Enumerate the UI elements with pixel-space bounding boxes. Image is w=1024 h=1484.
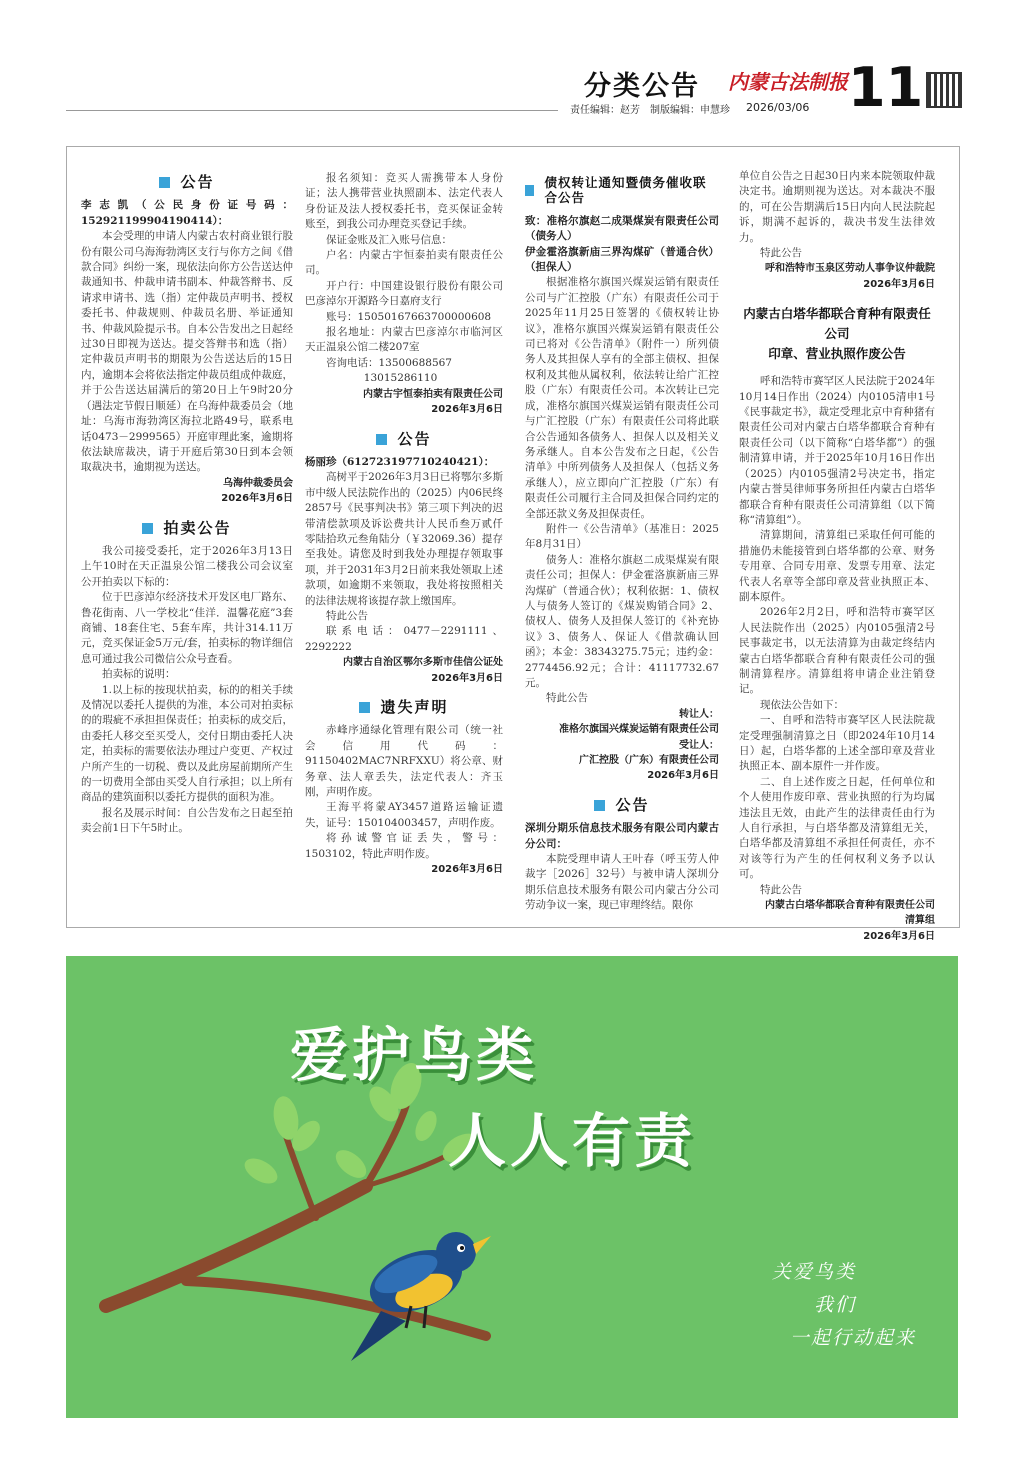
notice-signer: 内蒙古自治区鄂尔多斯市佳信公证处 xyxy=(343,657,503,669)
notice-date: 2026年3月6日 xyxy=(863,278,935,290)
assignor: 准格尔旗国兴煤炭运销有限责任公司 xyxy=(559,724,719,736)
notice-paragraph: 联系电话：0477－2291111、2292222 xyxy=(305,625,503,653)
addressee: 杨丽珍（612723197710240421）： xyxy=(305,455,495,468)
notice-heading: 债权转让通知暨债务催收联合公告 xyxy=(525,175,719,206)
notice-heading: 遗失声明 xyxy=(305,700,503,715)
square-bullet-icon xyxy=(594,800,605,811)
notice-signer: 清算组 xyxy=(905,915,935,927)
notice-paragraph: 特此公告 xyxy=(326,609,368,622)
notice-paragraph: 本院受理申请人王叶春（呼玉劳人仲裁字［2026］32号）与被申请人深圳分期乐信息技术服务有限公司内蒙古分公司劳动争议一案，现已审理终结。限你 xyxy=(525,853,719,912)
square-bullet-icon xyxy=(359,702,370,713)
notice-paragraph: 1.以上标的按现状拍卖，标的的相关手续及情况以委托人提供的为准，本公司对拍卖标的的瑕疵不承担担保责任；拍卖标的成交后，由委托人移交至买受人，交付日期由委托人决定，拍卖标的需要依法办理过户变更、产权过户所产生的一切税、费以及此房屋前期所产生的一切费用全部由买受人自行承担；以上所有商品的建筑面积以委托方提供的面积为准。 xyxy=(81,683,293,804)
column-4 xyxy=(739,169,935,944)
notice-date: 2026年3月6日 xyxy=(431,404,503,416)
addressee: 伊金霍洛旗新庙三界沟煤矿（普通合伙）（担保人） xyxy=(525,245,719,274)
assignee: 广汇控股（广东）有限责任公司 xyxy=(579,755,719,767)
notice-paragraph: 二、自上述作废之日起，任何单位和个人使用作废印章、营业执照的行为均属违法且无效，由此产生的法律责任由行为人自行承担，与白塔华都及清算组无关，白塔华都及清算组不承担任何责任，亦不对该等行为产生的任何权利义务予以认可。 xyxy=(739,775,935,881)
bird-protection-banner xyxy=(66,956,958,1418)
notice-signer: 呼和浩特市玉泉区劳动人事争议仲裁院 xyxy=(765,263,935,275)
notice-paragraph: 特此公告 xyxy=(760,247,802,260)
notice-paragraph: 王海平将蒙AY3457道路运输证遗失，证号：150104003457，声明作废。 xyxy=(305,801,503,829)
notice-paragraph: 呼和浩特市赛罕区人民法院于2024年10月14日作出（2024）内0105清申1号《民事裁定书》，裁定受理北京中育种猪有限责任公司对内蒙古白塔华都联合育种有限责任公司（以下简称“白塔华都”）的强制清算申请，并于2025年10月16日作出（2025）内0105强清2号决定书，指定内蒙古誉昊律师事务所担任内蒙古白塔华都联合育种有限责任公司清算组（以下简称“清算组”）。 xyxy=(739,375,935,526)
notice-heading: 公告 xyxy=(305,432,503,447)
slogan-line: 关爱鸟类 xyxy=(771,1261,856,1283)
banner-slogan xyxy=(706,1256,916,1355)
issue-date: 2026/03/06 xyxy=(746,101,810,114)
notice-signer: 内蒙古宇恒泰拍卖有限责任公司 xyxy=(363,388,503,400)
assignor-label: 转让人： xyxy=(679,708,719,720)
notices-box xyxy=(66,146,960,942)
addressee: 深圳分期乐信息技术服务有限公司内蒙古分公司： xyxy=(525,822,719,850)
column-1 xyxy=(81,169,293,837)
notice-heading: 拍卖公告 xyxy=(81,521,293,536)
notice-date: 2026年3月6日 xyxy=(863,930,935,942)
notice-paragraph: 单位自公告之日起30日内来本院领取仲裁决定书。逾期则视为送达。对本裁决不服的，可在公告期满后15日内向人民法院起诉，期满不起诉的，裁决书发生法律效力。 xyxy=(739,170,935,244)
notice-paragraph: 拍卖标的说明： xyxy=(102,668,176,681)
notice-paragraph: 一、自呼和浩特市赛罕区人民法院裁定受理强制清算之日（即2024年10月14日）起，白塔华都的上述全部印章及营业执照正本、副本原件一并作废。 xyxy=(739,714,935,773)
addressee: 李志凯（公民身份证号码：152921199904190414）： xyxy=(81,199,293,227)
notice-signer: 内蒙古白塔华都联合育种有限责任公司 xyxy=(765,900,935,912)
notice-paragraph: 特此公告 xyxy=(760,883,802,896)
notice-paragraph: 我公司接受委托，定于2026年3月13日上午10时在天正温泉公馆二楼我公司会议室公开拍卖以下标的： xyxy=(81,544,293,588)
square-bullet-icon xyxy=(159,177,170,188)
notice-paragraph: 债务人：准格尔旗赵二成渠煤炭有限责任公司；担保人：伊金霍洛旗新庙三界沟煤矿（普通合伙）；权利依据：1、债权人与债务人签订的《煤炭购销合同》2、债权人、债务人及担保人签订的《补充协议》3、债务人、保证人《借款确认回函》；本金：38343275.75元；违约金：2774456.92元；合计：41117732.67元。 xyxy=(525,553,719,689)
notice-paragraph: 特此公告 xyxy=(546,692,588,705)
square-bullet-icon xyxy=(376,434,387,445)
notice-heading: 公告 xyxy=(81,175,293,190)
notice-paragraph: 将孙诚警官证丢失，警号：1503102，特此声明作废。 xyxy=(305,832,503,860)
notice-paragraph: 咨询电话：13500688567 xyxy=(326,356,452,369)
notice-date: 2026年3月6日 xyxy=(431,672,503,684)
assignee-label: 受让人： xyxy=(679,739,719,751)
notice-paragraph: 户名：内蒙古宇恒泰拍卖有限责任公司。 xyxy=(305,249,503,277)
notice-paragraph: 本会受理的申请人内蒙古农村商业银行股份有限公司乌海海勃湾区支行与你方之间《借款合同》纠纷一案，现依法向你方公告送达仲裁通知书、仲裁申请书副本、仲裁答辩书、反请求申请书、选（指）定仲裁员声明书、授权委托书、仲裁规则、仲裁员名册、举证通知书、仲裁风险提示书。自本公告发出之日起经过30日即视为送达。提交答辩书和选（指）定仲裁员声明书的期限为公告送达后的15日内，逾期本会将依法指定仲裁员组成仲裁庭，并于公告送达届满后的第20日上午9时20分（遇法定节假日顺延）在乌海仲裁委员会（地址：乌海市海勃湾区海拉北路49号，联系电话0473－2999565）开庭审理此案，逾期将依法缺席裁决，请于开庭后第30日到本会领取裁决书，逾期视为送达。 xyxy=(81,230,293,474)
newspaper-logo: 内蒙古法制报 xyxy=(728,70,848,94)
notice-paragraph: 清算期间，清算组已采取任何可能的措施仍未能接管到白塔华都的公章、财务专用章、合同专用章、发票专用章、法定代表人名章等全部印章及营业执照正本、副本原件。 xyxy=(739,529,935,603)
notice-paragraph: 位于巴彦淖尔经济技术开发区电厂路东、鲁花街南、八一学校北“佳洋．温馨花庭”3套商铺、18套住宅、5套车库，共计314.11万元，竞买保证金5万元/套，拍卖标的物详细信息可通过我公司微信公众号查看。 xyxy=(81,591,293,665)
notice-paragraph: 现依法公告如下： xyxy=(760,698,844,711)
notice-date: 2026年3月6日 xyxy=(647,770,719,782)
notice-paragraph: 2026年2月2日，呼和浩特市赛罕区人民法院作出（2025）内0105强清2号民事裁定书，以无法清算为由裁定终结内蒙古白塔华都联合育种有限责任公司的强制清算程序。清算组将申请企业注销登记。 xyxy=(739,606,935,696)
notice-date: 2026年3月6日 xyxy=(431,864,503,876)
notice-paragraph: 报名及展示时间：自公告发布之日起至拍卖会前1日下午5时止。 xyxy=(81,806,293,835)
notice-paragraph: 根据准格尔旗国兴煤炭运销有限责任公司与广汇控股（广东）有限责任公司于2025年11月25日签署的《债权转让协议》，准格尔旗国兴煤炭运销有限责任公司已将对《公告清单》（附件一）所列债务人及其担保人享有的全部主债权、担保权利及其他从属权利，依法转让给广汇控股（广东）有限责任公司。本次转让已完成，准格尔旗国兴煤炭运销有限责任公司与广汇控股（广东）有限责任公司将此联合公告通知各债务人、担保人以及相关义务承继人。自本公告发布之日起，《公告清单》中所列债务人及担保人（包括义务承继人），应立即向广汇控股（广东）有限责任公司履行主合同及担保合同约定的全部还款义务及担保责任。 xyxy=(525,276,719,520)
bird-icon xyxy=(351,1232,491,1361)
banner-headline-1: 爱护鸟类 xyxy=(290,1021,539,1089)
square-bullet-icon xyxy=(525,185,534,196)
notice-paragraph: 开户行：中国建设银行股份有限公司巴彦淖尔开源路今日嘉府支行 xyxy=(305,279,503,308)
notice-signer: 乌海仲裁委员会 xyxy=(223,477,293,489)
addressee: 致：准格尔旗赵二成渠煤炭有限责任公司（债务人） xyxy=(525,214,719,243)
notice-paragraph: 高树平于2026年3月3日已将鄂尔多斯市中级人民法院作出的（2025）内06民终2857号《民事判决书》第三项下判决的迟带清偿款项及诉讼费共计人民币叁万贰仟零陆拾玖元叁角陆分（￥32069.36）提存至我处。请您及时到我处办理提存领取事项，并于2031年3月2日前来我处领取上述款项，如逾期不来领取，我处将按照相关的法律法规将该提存款上缴国库。 xyxy=(305,471,503,607)
notice-paragraph: 账号：15050167663700000608 xyxy=(326,310,492,323)
qr-code-icon xyxy=(926,72,962,108)
column-3 xyxy=(525,169,719,914)
square-bullet-icon xyxy=(142,523,153,534)
page-number: 11 xyxy=(848,56,924,119)
notice-heading: 内蒙古白塔华都联合育种有限责任公司 印章、营业执照作废公告 xyxy=(743,306,931,362)
banner-headline-2: 人人有责 xyxy=(448,1107,697,1175)
slogan-line: 我们 xyxy=(813,1294,856,1316)
notice-date: 2026年3月6日 xyxy=(221,493,293,505)
notice-heading: 公告 xyxy=(525,798,719,813)
header-rule xyxy=(66,110,558,111)
notice-paragraph: 13015286110 xyxy=(363,372,438,385)
notice-paragraph: 报名地址：内蒙古巴彦淖尔市临河区天正温泉公馆二楼207室 xyxy=(305,326,503,354)
notice-paragraph: 赤峰序通绿化管理有限公司（统一社会信用代码：91150402MAC7NRFXXU）将公章、财务章、法人章丢失，法定代表人：齐玉刚，声明作废。 xyxy=(305,724,503,799)
column-2 xyxy=(305,171,503,877)
notice-paragraph: 保证金账及汇入账号信息： xyxy=(326,233,452,246)
notice-paragraph: 报名须知：竞买人需携带本人身份证；法人携带营业执照副本、法定代表人身份证及法人授权委托书，竞买保证金转账至，到我公司办理竞买登记手续。 xyxy=(305,172,503,231)
editor-credits: 责任编辑：赵芳 制版编辑：申慧珍 xyxy=(570,105,730,116)
slogan-line: 一起行动起来 xyxy=(789,1327,916,1349)
notice-paragraph: 附件一《公告清单》（基准日：2025年8月31日） xyxy=(525,522,719,551)
section-title: 分类公告 xyxy=(584,71,700,102)
